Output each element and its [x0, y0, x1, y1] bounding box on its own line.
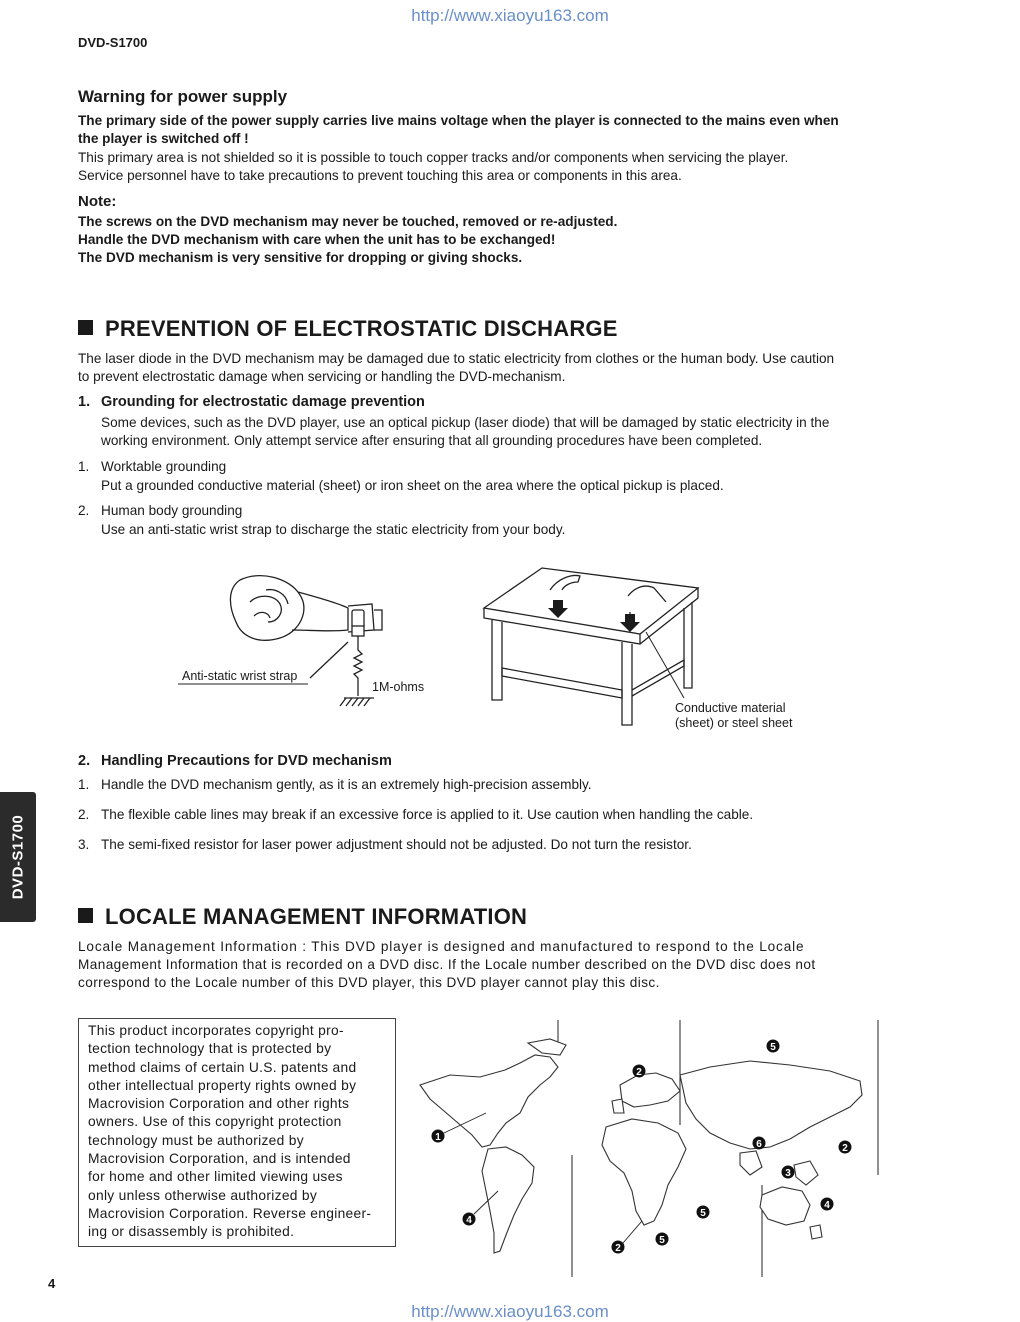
item-title: Worktable grounding	[101, 459, 227, 474]
note-title: Note:	[78, 193, 117, 210]
item-text: Put a grounded conductive material (sheet) or iron sheet on the area where the optical pickup is placed.	[101, 478, 724, 493]
handling-item	[78, 806, 928, 826]
handling-title: Handling Precautions for DVD mechanism	[101, 753, 392, 769]
copyright-notice-box	[78, 1018, 396, 1247]
region-marker-number: 3	[785, 1168, 791, 1179]
side-model-tab	[0, 792, 36, 922]
region-marker-number: 5	[659, 1235, 665, 1246]
handling-item	[78, 836, 928, 856]
source-url-bottom[interactable]: http://www.xiaoyu163.com	[411, 1302, 609, 1321]
conductive-label-1: Conductive material	[675, 701, 786, 715]
region-marker-number: 5	[770, 1042, 776, 1053]
locale-text-3: correspond to the Locale number of this DVD player, this DVD player cannot play this disc.	[78, 975, 660, 990]
item-number: 1.	[78, 459, 90, 474]
section-bullet-square	[78, 320, 93, 335]
note-line: Handle the DVD mechanism with care when the unit has to be exchanged!	[78, 232, 556, 247]
copyright-line: owners. Use of this copyright protection	[88, 1114, 342, 1130]
item-number: 2.	[78, 503, 90, 518]
grounding-title: Grounding for electrostatic damage prevention	[101, 394, 425, 410]
region-marker-number: 6	[756, 1139, 762, 1150]
power-warning-bold-1: The primary side of the power supply carries live mains voltage when the player is connected to the mains even when	[78, 113, 839, 128]
handling-number: 2.	[78, 753, 91, 769]
section-bullet-square	[78, 908, 93, 923]
handling-heading	[78, 753, 928, 773]
power-warning-bold-2: the player is switched off !	[78, 131, 249, 146]
grounding-text-1: Some devices, such as the DVD player, use an optical pickup (laser diode) that will be damaged by static electricity in the	[101, 415, 830, 430]
esd-intro-1: The laser diode in the DVD mechanism may be damaged due to static electricity from clothes or the human body. Use caution	[78, 351, 835, 366]
grounding-number: 1.	[78, 394, 91, 410]
source-url-top[interactable]: http://www.xiaoyu163.com	[411, 6, 609, 25]
copyright-line: technology must be authorized by	[88, 1132, 304, 1148]
region-marker-number: 1	[435, 1132, 441, 1143]
esd-intro-2: to prevent electrostatic damage when servicing or handling the DVD-mechanism.	[78, 369, 566, 384]
handling-item	[78, 776, 928, 796]
copyright-line: other intellectual property rights owned by	[88, 1077, 357, 1093]
copyright-line: for home and other limited viewing uses	[88, 1169, 343, 1185]
model-label: DVD-S1700	[78, 35, 148, 50]
locale-section-title	[78, 904, 527, 930]
copyright-line: Macrovision Corporation. Reverse engineer-	[88, 1205, 372, 1221]
region-marker-number: 4	[466, 1215, 472, 1226]
wrist-strap-drawing	[230, 576, 382, 706]
worktable-drawing	[484, 568, 698, 725]
grounding-heading	[78, 394, 928, 414]
power-warning-text-1: This primary area is not shielded so it is possible to touch copper tracks and/or components when servicing the player.	[78, 150, 789, 165]
copyright-line: only unless otherwise authorized by	[88, 1187, 318, 1203]
region-marker-number: 5	[700, 1208, 706, 1219]
note-line: The DVD mechanism is very sensitive for dropping or giving shocks.	[78, 250, 523, 265]
item-text: The semi-fixed resistor for laser power adjustment should not be adjusted. Do not turn the resistor.	[101, 837, 692, 852]
item-text: The flexible cable lines may break if an excessive force is applied to it. Use caution when handling the cable.	[101, 807, 754, 822]
power-warning-text-2: Service personnel have to take precautions to prevent touching this area or components in this area.	[78, 168, 682, 183]
copyright-line: ing or disassembly is prohibited.	[88, 1224, 295, 1240]
region-map	[410, 1015, 890, 1280]
note-line: The screws on the DVD mechanism may never be touched, removed or re-adjusted.	[78, 214, 618, 229]
copyright-line: Macrovision Corporation and other rights	[88, 1096, 350, 1112]
locale-text-2: Management Information that is recorded on a DVD disc. If the Locale number described on the DVD disc does not	[78, 957, 816, 972]
item-number: 3.	[78, 837, 90, 852]
copyright-line: This product incorporates copyright pro-	[88, 1023, 344, 1038]
item-text: Use an anti-static wrist strap to discharge the static electricity from your body.	[101, 522, 566, 537]
conductive-label-2: (sheet) or steel sheet	[675, 716, 793, 730]
copyright-line: tection technology that is protected by	[88, 1041, 332, 1057]
resistor-label: 1M-ohms	[372, 680, 425, 694]
copyright-line: method claims of certain U.S. patents and	[88, 1059, 357, 1075]
region-marker-number: 4	[824, 1200, 830, 1211]
grounding-text-2: working environment. Only attempt service after ensuring that all grounding procedures have been completed.	[101, 433, 763, 448]
locale-text-1: Locale Management Information : This DVD player is designed and manufactured to respond to the Locale	[78, 939, 805, 954]
wrist-strap-label: Anti-static wrist strap	[182, 669, 298, 683]
item-title: Human body grounding	[101, 503, 243, 518]
page-number: 4	[48, 1276, 56, 1291]
item-number: 2.	[78, 807, 90, 822]
esd-title-text: PREVENTION OF ELECTROSTATIC DISCHARGE	[105, 316, 618, 341]
worktable-item	[78, 458, 928, 498]
human-body-item	[78, 502, 928, 542]
region-marker-number: 2	[842, 1143, 848, 1154]
region-marker-number: 2	[636, 1067, 642, 1078]
item-number: 1.	[78, 777, 90, 792]
esd-section-title	[78, 316, 618, 342]
power-warning-title: Warning for power supply	[78, 87, 288, 106]
item-text: Handle the DVD mechanism gently, as it is an extremely high-precision assembly.	[101, 777, 592, 792]
region-marker-number: 2	[615, 1243, 621, 1254]
grounding-illustration	[170, 560, 820, 735]
copyright-line: Macrovision Corporation, and is intended	[88, 1151, 351, 1167]
side-tab-label: DVD-S1700	[9, 814, 27, 900]
locale-title-text: LOCALE MANAGEMENT INFORMATION	[105, 904, 528, 929]
